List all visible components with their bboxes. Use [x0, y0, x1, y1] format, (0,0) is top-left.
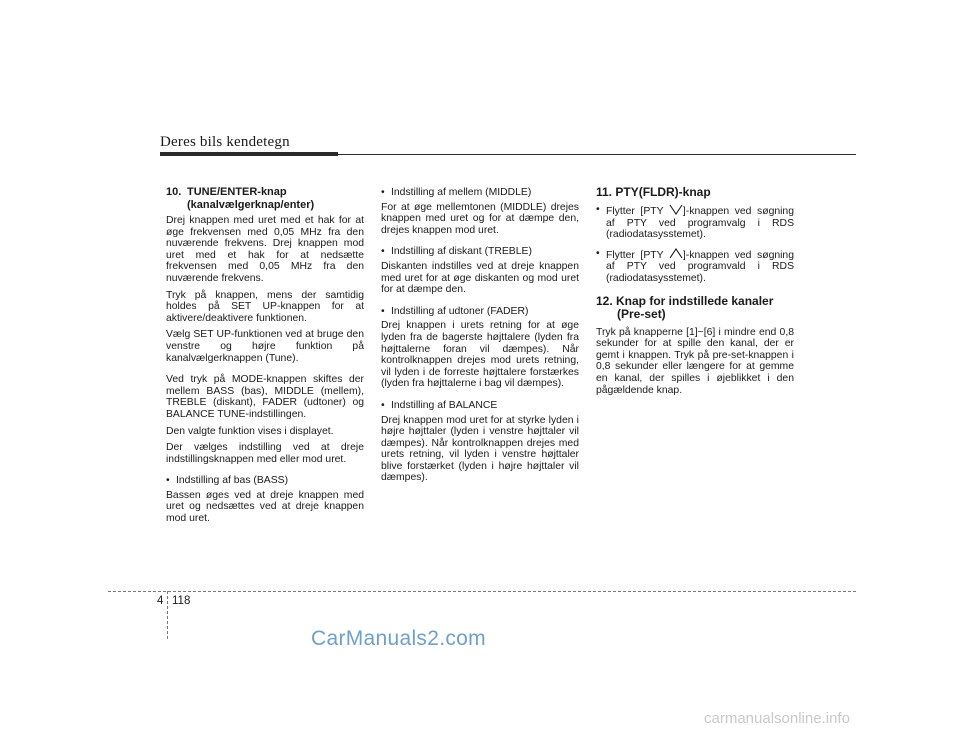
bullet-fader — [381, 306, 579, 318]
paragraph: Der vælges indstilling ved at dreje indstillingsknappen med eller mod uret. — [166, 442, 364, 465]
page-number: 118 — [172, 595, 191, 607]
page-section-number: 4 — [157, 595, 164, 607]
paragraph: Tryk på knappen, mens der samtidig holdes på SET UP-knappen for at aktivere/deaktivere funktionen. — [166, 289, 364, 324]
page-header-title: Deres bils kendetegn — [160, 134, 290, 150]
bullet-text: Indstilling af bas (BASS) — [176, 475, 289, 487]
pty-up-item — [596, 248, 794, 285]
bullet-dot: • — [381, 246, 385, 258]
pty-down-text-end: ]-knappen ved søgning af PTY ved programvalg i RDS (radiodatasysstemet). — [606, 206, 794, 241]
paragraph: Drej knappen i urets retning for at øge lyden fra de bagerste højttalere (lyden fra højttalerne foran vil dæmpes). Når kontrolknappen drejes mod urets retning, vil lyden i de forreste højttalere forstærkes (lyden fra højttalerne i bag vil dæmpes). — [381, 320, 579, 390]
bullet-text: Indstilling af diskant (TREBLE) — [391, 246, 532, 258]
paragraph: For at øge mellemtonen (MIDDLE) drejes knappen med uret og for at dæmpe den, drejes knappen mod uret. — [381, 201, 579, 236]
bullet-middle — [381, 187, 579, 199]
bullet-dot: • — [166, 475, 170, 487]
column-1 — [166, 186, 364, 530]
section-10-subtitle: (kanalvælgerknap/enter) — [187, 198, 315, 211]
footer-rule — [108, 591, 856, 592]
bullet-text: Indstilling af mellem (MIDDLE) — [391, 187, 532, 198]
pty-down-text-start: Flytter [PTY — [606, 206, 664, 217]
paragraph: Drej knappen med uret med et hak for at øge frekvensen med 0,05 MHz fra den nuværende frekvens. Drej knappen mod uret med et hak for at nedsætte frekvensen med 0,05 MHz fra den nuværende frekvens. — [166, 215, 364, 284]
bullet-dot: • — [596, 204, 600, 215]
section-10-heading — [166, 186, 364, 211]
bullet-text: Indstilling af udtoner (FADER) — [391, 305, 529, 317]
bullet-dot: • — [381, 187, 385, 198]
bullet-balance — [381, 400, 579, 412]
header-rule — [338, 154, 856, 155]
paragraph: Den valgte funktion vises i displayet. — [166, 425, 334, 437]
watermark-carmanuals: CarManuals2.com — [311, 627, 486, 650]
paragraph: Bassen øges ved at dreje knappen med uret og nedsættes ved at dreje knappen mod uret. — [166, 489, 364, 525]
section-10-title: TUNE/ENTER-knap — [187, 186, 287, 198]
watermark-online: carmanualsonline.info — [704, 710, 850, 727]
pty-up-text-start: Flytter [PTY — [606, 249, 664, 261]
section-12-title: 12. Knap for indstillede kanaler — [596, 293, 774, 308]
footer-divider — [167, 591, 168, 639]
chevron-up-icon — [669, 248, 683, 259]
pty-up-text-end: ]-knappen ved søgning af PTY ved programvald i RDS (radiodatasysstemet). — [606, 249, 794, 284]
paragraph: Ved tryk på MODE-knappen skiftes der mellem BASS (bas), MIDDLE (mellem), TREBLE (diskant), FADER (udtoner) og BALANCE TUNE-indstillingen. — [166, 374, 364, 420]
section-11-heading: 11. PTY(FLDR)-knap — [596, 185, 711, 199]
bullet-dot: • — [381, 305, 385, 317]
bullet-dot: • — [381, 399, 385, 411]
chevron-down-icon — [669, 204, 683, 215]
pty-down-item — [596, 204, 794, 241]
paragraph: Tryk på knapperne [1]~[6] i mindre end 0,8 sekunder for at spille den kanal, der er gemt i knappen. Tryk på pre-set-knappen i 0,8 sekunder eller længere for at gemme en kanal, der spilles i øjeblikket i den pågældende knap. — [596, 326, 794, 396]
bullet-treble — [381, 246, 579, 258]
bullet-dot: • — [596, 247, 600, 259]
header-bar — [160, 152, 338, 156]
bullet-text — [606, 248, 794, 285]
bullet-bass — [166, 475, 364, 487]
bullet-text: Indstilling af BALANCE — [391, 399, 498, 411]
section-12-heading — [596, 295, 794, 321]
paragraph: Drej knappen mod uret for at styrke lyden i højre højttaler (lyden i venstre højttaler vil dæmpes). Når kontrolknappen drejes med urets retning, vil lyden i venstre højttaler blive forstærket (lyden i højre højttaler vil dæmpes). — [381, 414, 579, 484]
column-3 — [596, 186, 794, 401]
section-10-number: 10. — [166, 186, 182, 198]
bullet-text — [606, 204, 794, 241]
paragraph: Diskanten indstilles ved at dreje knappen med uret for at øge diskanten og mod uret for at dæmpe den. — [381, 260, 579, 296]
column-2 — [381, 187, 579, 489]
paragraph: Vælg SET UP-funktionen ved at bruge den venstre og højre funktion på kanalvælgerknappen (Tune). — [166, 329, 364, 364]
section-12-subtitle: (Pre-set) — [617, 306, 666, 321]
